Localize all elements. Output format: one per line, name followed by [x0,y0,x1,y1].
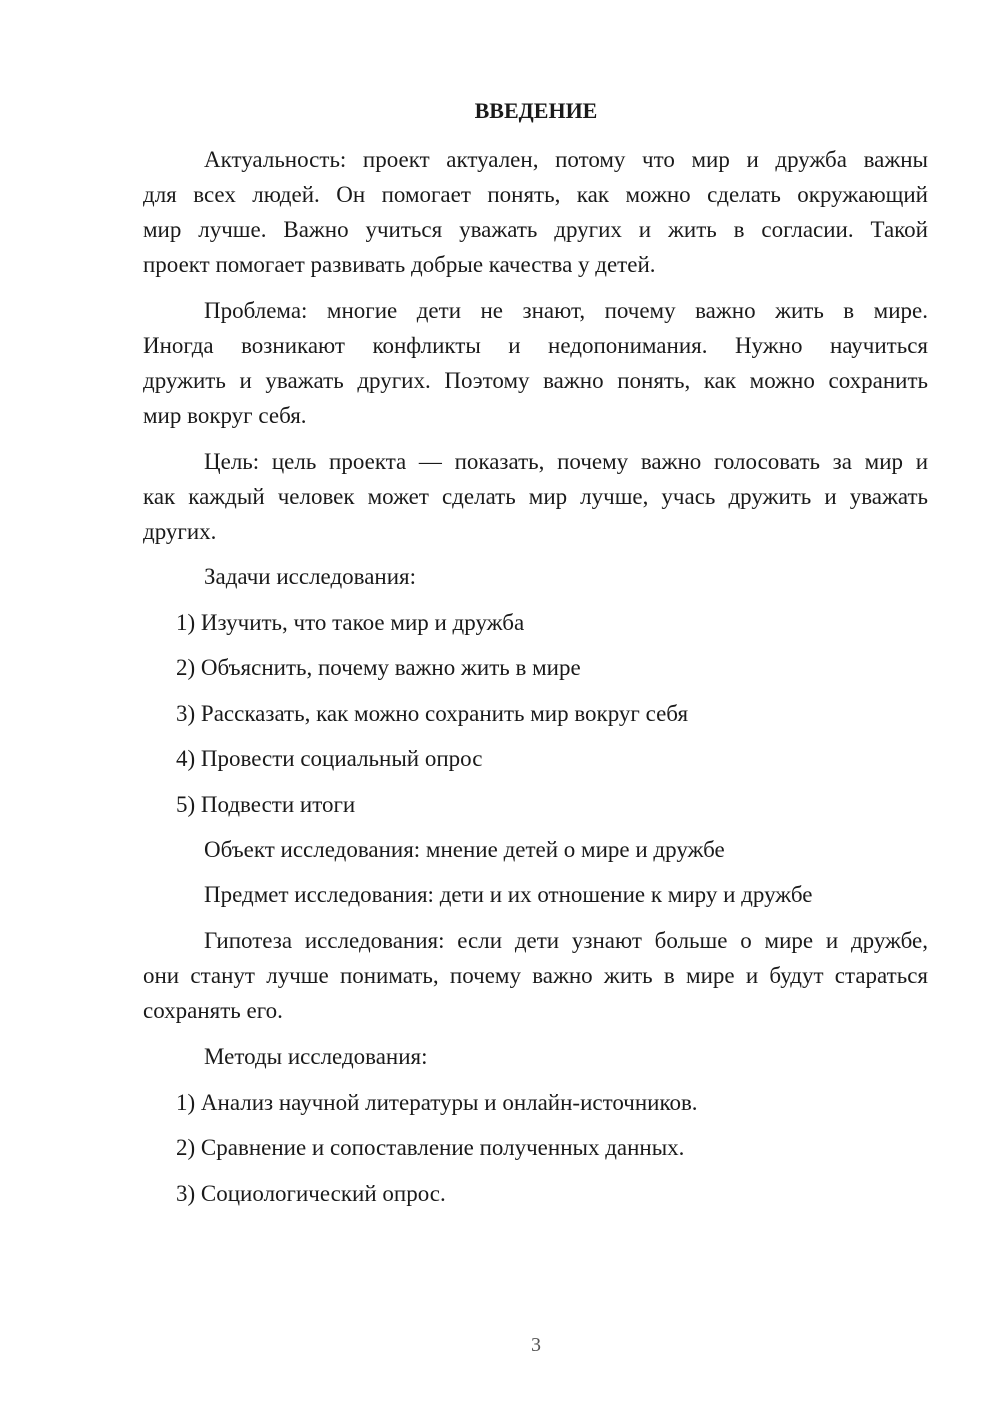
methods-heading: Методы исследования: [204,1044,428,1069]
relevance-line-3: мир лучше. Важно учиться уважать других и жить в согласии. Такой [143,217,928,242]
relevance-line-4: проект помогает развивать добрые качества у детей. [143,252,656,277]
task-item-2: 2) Объяснить, почему важно жить в мире [176,655,581,680]
hypothesis-line-1: Гипотеза исследования: если дети узнают больше о мире и дружбе, [204,928,928,953]
tasks-heading: Задачи исследования: [204,564,417,589]
hypothesis-line-2: они станут лучше понимать, почему важно жить в мире и будут стараться [143,963,928,988]
goal-line-1: Цель: цель проекта — показать, почему важно голосовать за мир и [204,449,928,474]
hypothesis-line-3: сохранять его. [143,998,283,1023]
problem-line-3: дружить и уважать других. Поэтому важно понять, как можно сохранить [143,368,928,393]
task-item-1: 1) Изучить, что такое мир и дружба [176,610,525,635]
goal-line-3: других. [143,519,217,544]
task-item-5: 5) Подвести итоги [176,792,356,817]
task-item-3: 3) Рассказать, как можно сохранить мир вокруг себя [176,701,689,726]
research-object: Объект исследования: мнение детей о мире и дружбе [204,837,725,862]
method-item-2: 2) Сравнение и сопоставление полученных данных. [176,1135,685,1160]
method-item-1: 1) Анализ научной литературы и онлайн-источников. [176,1090,698,1115]
research-subject: Предмет исследования: дети и их отношение к миру и дружбе [204,882,813,907]
relevance-line-2: для всех людей. Он помогает понять, как можно сделать окружающий [143,182,928,207]
problem-line-2: Иногда возникают конфликты и недопонимания. Нужно научиться [143,333,928,358]
page-number: 3 [531,1334,541,1356]
problem-line-1: Проблема: многие дети не знают, почему важно жить в мире. [204,298,928,323]
method-item-3: 3) Социологический опрос. [176,1181,446,1206]
task-item-4: 4) Провести социальный опрос [176,746,483,771]
problem-line-4: мир вокруг себя. [143,403,307,428]
goal-line-2: как каждый человек может сделать мир лучше, учась дружить и уважать [143,484,928,509]
page-title: ВВЕДЕНИЕ [474,98,598,123]
relevance-line-1: Актуальность: проект актуален, потому что мир и дружба важны [204,147,928,172]
